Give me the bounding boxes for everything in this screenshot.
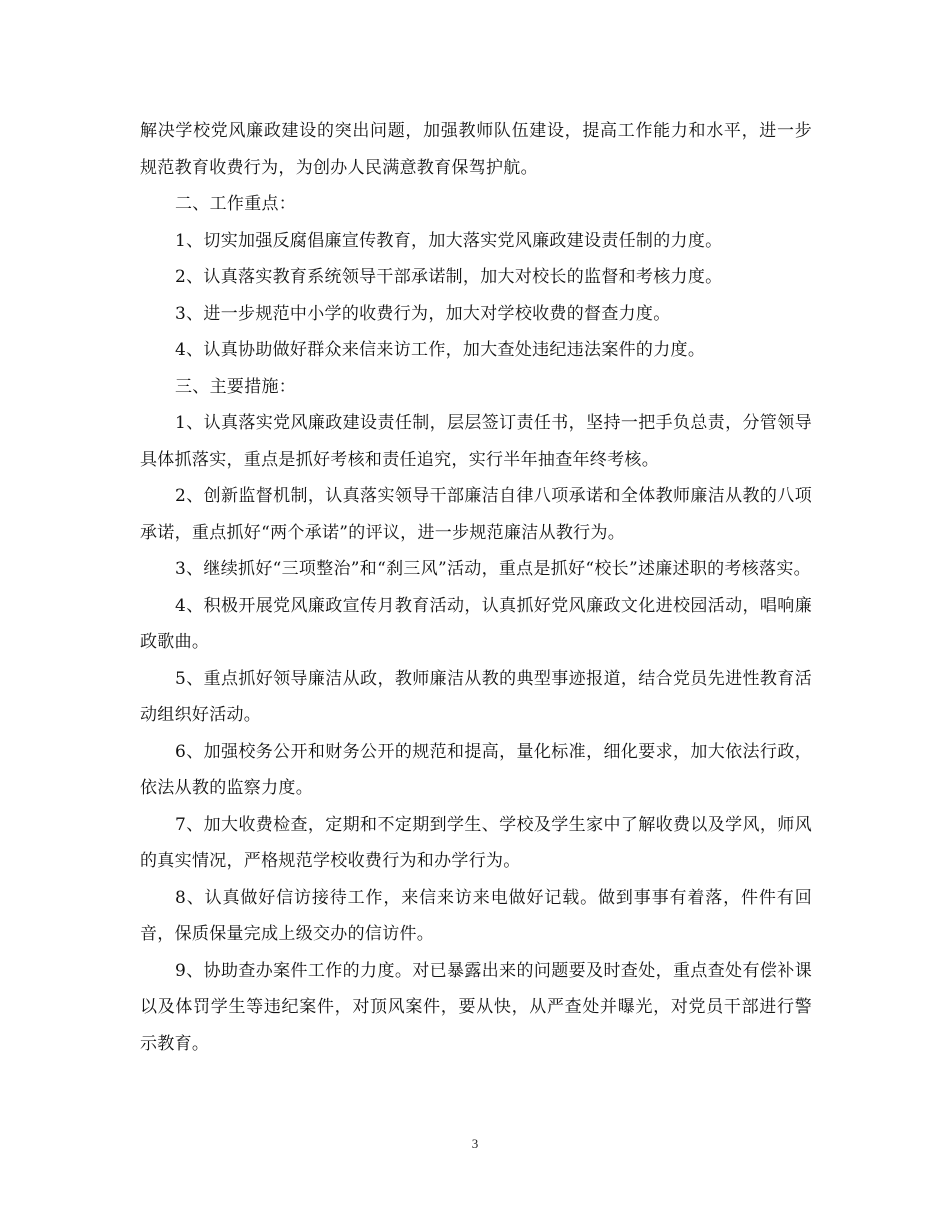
page-number: 3	[471, 1136, 479, 1151]
section-heading: 三、主要措施：	[175, 376, 297, 397]
paragraph: 2、认真落实教育系统领导干部承诺制，加大对校长的监督和考核力度。	[175, 267, 723, 287]
paragraph: 7、加大收费检查，定期和不定期到学生、学校及学生家中了解收费以及学风，师风的真实情况，严格规范学校收费行为和办学行为。	[140, 814, 812, 871]
paragraph: 4、认真协助做好群众来信来访工作，加大查处违纪违法案件的力度。	[175, 340, 706, 360]
paragraph: 1、认真落实党风廉政建设责任制，层层签订责任书，坚持一把手负总责，分管领导具体抓落实，重点是抓好考核和责任追究，实行半年抽查年终考核。	[140, 413, 812, 470]
section-heading: 二、工作重点：	[175, 194, 297, 214]
paragraph: 4、积极开展党风廉政宣传月教育活动，认真抓好党风廉政文化进校园活动，唱响廉政歌曲。	[140, 595, 812, 652]
paragraph: 3、继续抓好“三项整治”和“刹三风”活动，重点是抓好“校长”述廉述职的考核落实。	[175, 559, 811, 579]
paragraph: 5、重点抓好领导廉洁从政，教师廉洁从教的典型事迹报道，结合党员先进性教育活动组织好活动。	[140, 668, 812, 725]
document-body	[140, 113, 812, 1062]
paragraph: 8、认真做好信访接待工作，来信来访来电做好记载。做到事事有着落，件件有回音，保质保量完成上级交办的信访件。	[140, 887, 812, 944]
paragraph: 1、切实加强反腐倡廉宣传教育，加大落实党风廉政建设责任制的力度。	[175, 230, 723, 251]
paragraph: 6、加强校务公开和财务公开的规范和提高，量化标准，细化要求，加大依法行政，依法从教的监察力度。	[140, 741, 812, 798]
paragraph: 解决学校党风廉政建设的突出问题，加强教师队伍建设，提高工作能力和水平，进一步规范教育收费行为，为创办人民满意教育保驾护航。	[140, 121, 812, 178]
paragraph: 9、协助查办案件工作的力度。对已暴露出来的问题要及时查处，重点查处有偿补课以及体罚学生等违纪案件，对顶风案件，要从快，从严查处并曝光，对党员干部进行警示教育。	[140, 960, 812, 1054]
paragraph: 3、进一步规范中小学的收费行为，加大对学校收费的督查力度。	[175, 303, 671, 324]
paragraph: 2、创新监督机制，认真落实领导干部廉洁自律八项承诺和全体教师廉洁从教的八项承诺，重点抓好“两个承诺”的评议，进一步规范廉洁从教行为。	[140, 486, 812, 543]
